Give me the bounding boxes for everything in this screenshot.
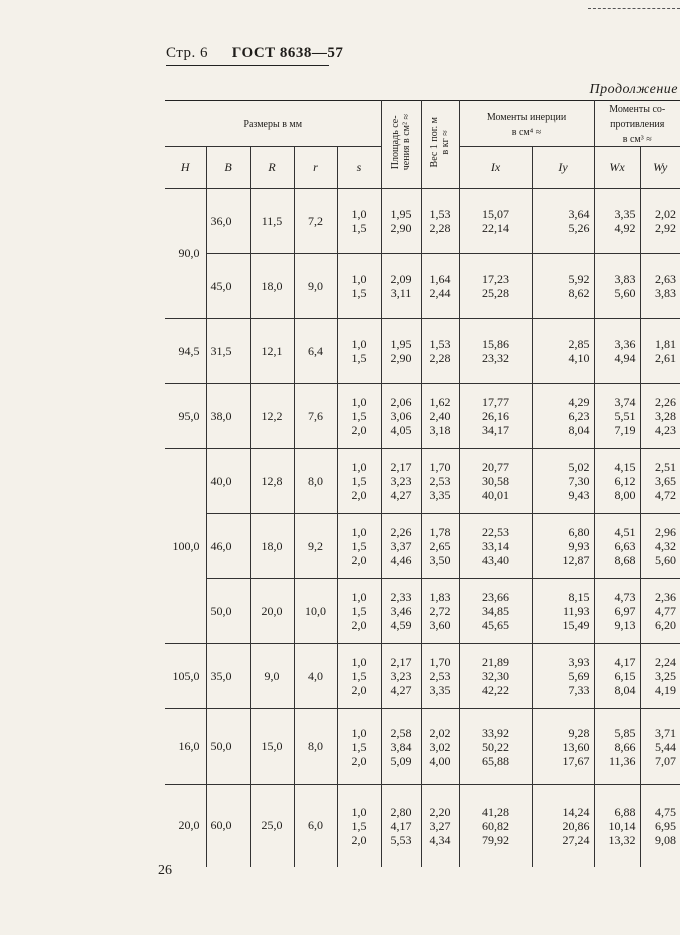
cell-weight: 1,70 2,53 3,35 [421,449,459,514]
cell-h: 94,5 [165,319,206,384]
cell-iy: 2,85 4,10 [532,319,594,384]
cell-weight: 1,53 2,28 [421,189,459,254]
cell-ix: 15,86 23,32 [459,319,532,384]
cell-area: 2,06 3,06 4,05 [381,384,421,449]
cell-r-small: 9,0 [294,254,337,319]
cell-area: 1,95 2,90 [381,189,421,254]
cell-iy: 3,64 5,26 [532,189,594,254]
cell-b: 60,0 [206,785,250,867]
table-row [165,384,680,449]
cell-weight: 1,53 2,28 [421,319,459,384]
inertia-header: Моменты инерции в см⁴ ≈ [459,101,594,147]
cell-r-small: 7,6 [294,384,337,449]
cell-r-small: 8,0 [294,449,337,514]
cell-s: 1,0 1,5 2,0 [337,384,381,449]
cell-iy: 14,24 20,86 27,24 [532,785,594,867]
cell-h: 95,0 [165,384,206,449]
cell-wy: 2,24 3,25 4,19 [640,644,680,709]
cell-r-big: 12,2 [250,384,294,449]
cell-wx: 4,17 6,15 8,04 [594,644,640,709]
cell-wy: 2,63 3,83 [640,254,680,319]
col-wx: Wx [594,147,640,189]
cell-r-small: 6,0 [294,785,337,867]
cell-b: 35,0 [206,644,250,709]
cell-iy: 9,28 13,60 17,67 [532,709,594,785]
col-ix: Ix [459,147,532,189]
cell-s: 1,0 1,5 [337,254,381,319]
cell-b: 50,0 [206,709,250,785]
col-r-small: r [294,147,337,189]
cell-h: 100,0 [165,449,206,644]
cell-s: 1,0 1,5 2,0 [337,579,381,644]
weight-header: Вес 1 пог. м в кг ≈ [421,101,459,189]
header-rule [166,65,329,66]
dimensions-header: Размеры в мм [165,101,381,147]
cell-ix: 15,07 22,14 [459,189,532,254]
cell-area: 2,58 3,84 5,09 [381,709,421,785]
area-header: Площадь се- чения в см² ≈ [381,101,421,189]
resistance-header: Моменты со- противления в см³ ≈ [594,101,680,147]
cell-wx: 3,36 4,94 [594,319,640,384]
col-r-big: R [250,147,294,189]
cell-b: 40,0 [206,449,250,514]
cell-b: 46,0 [206,514,250,579]
cell-area: 2,33 3,46 4,59 [381,579,421,644]
cell-area: 2,09 3,11 [381,254,421,319]
cell-r-big: 15,0 [250,709,294,785]
cell-b: 50,0 [206,579,250,644]
cell-r-small: 9,2 [294,514,337,579]
cell-b: 31,5 [206,319,250,384]
cell-weight: 2,20 3,27 4,34 [421,785,459,867]
cell-weight: 1,83 2,72 3,60 [421,579,459,644]
cell-weight: 1,78 2,65 3,50 [421,514,459,579]
table-row [165,644,680,709]
cell-area: 2,17 3,23 4,27 [381,449,421,514]
cell-wx: 5,85 8,66 11,36 [594,709,640,785]
cell-b: 45,0 [206,254,250,319]
cell-iy: 3,93 5,69 7,33 [532,644,594,709]
cell-h: 90,0 [165,189,206,319]
cell-b: 36,0 [206,189,250,254]
table-row [165,785,680,867]
page-header [166,45,343,62]
table-row [165,319,680,384]
cell-r-big: 9,0 [250,644,294,709]
cell-weight: 1,64 2,44 [421,254,459,319]
cell-area: 2,26 3,37 4,46 [381,514,421,579]
cell-wx: 4,73 6,97 9,13 [594,579,640,644]
cell-r-big: 18,0 [250,254,294,319]
top-edge-dashes [588,8,680,9]
cell-r-big: 20,0 [250,579,294,644]
table-row [165,579,680,644]
cell-r-small: 7,2 [294,189,337,254]
page-number: 26 [158,863,172,878]
profile-table [165,100,680,867]
cell-area: 2,17 3,23 4,27 [381,644,421,709]
cell-r-small: 4,0 [294,644,337,709]
col-s: s [337,147,381,189]
cell-r-small: 10,0 [294,579,337,644]
cell-wy: 2,26 3,28 4,23 [640,384,680,449]
cell-wy: 3,71 5,44 7,07 [640,709,680,785]
col-iy: Iy [532,147,594,189]
cell-s: 1,0 1,5 2,0 [337,449,381,514]
table-row [165,189,680,254]
cell-area: 1,95 2,90 [381,319,421,384]
table-row [165,709,680,785]
cell-r-big: 12,8 [250,449,294,514]
cell-iy: 6,80 9,93 12,87 [532,514,594,579]
cell-b: 38,0 [206,384,250,449]
cell-r-big: 25,0 [250,785,294,867]
cell-iy: 5,02 7,30 9,43 [532,449,594,514]
cell-ix: 20,77 30,58 40,01 [459,449,532,514]
cell-r-big: 11,5 [250,189,294,254]
col-h: H [165,147,206,189]
cell-wy: 2,51 3,65 4,72 [640,449,680,514]
cell-wx: 6,88 10,14 13,32 [594,785,640,867]
table-row [165,449,680,514]
cell-ix: 17,77 26,16 34,17 [459,384,532,449]
page-label: Стр. 6 [166,45,209,61]
cell-ix: 17,23 25,28 [459,254,532,319]
cell-h: 16,0 [165,709,206,785]
cell-ix: 41,28 60,82 79,92 [459,785,532,867]
cell-weight: 2,02 3,02 4,00 [421,709,459,785]
cell-wy: 4,75 6,95 9,08 [640,785,680,867]
cell-ix: 22,53 33,14 43,40 [459,514,532,579]
col-wy: Wy [640,147,680,189]
cell-s: 1,0 1,5 2,0 [337,514,381,579]
cell-s: 1,0 1,5 2,0 [337,644,381,709]
table-row [165,514,680,579]
cell-r-small: 6,4 [294,319,337,384]
cell-ix: 23,66 34,85 45,65 [459,579,532,644]
cell-wy: 2,36 4,77 6,20 [640,579,680,644]
cell-iy: 5,92 8,62 [532,254,594,319]
cell-ix: 33,92 50,22 65,88 [459,709,532,785]
cell-wx: 4,51 6,63 8,68 [594,514,640,579]
cell-iy: 8,15 11,93 15,49 [532,579,594,644]
cell-s: 1,0 1,5 [337,189,381,254]
cell-wx: 3,35 4,92 [594,189,640,254]
table-row [165,254,680,319]
cell-iy: 4,29 6,23 8,04 [532,384,594,449]
cell-wx: 3,74 5,51 7,19 [594,384,640,449]
cell-s: 1,0 1,5 2,0 [337,785,381,867]
cell-wx: 3,83 5,60 [594,254,640,319]
col-b: B [206,147,250,189]
cell-weight: 1,70 2,53 3,35 [421,644,459,709]
cell-area: 2,80 4,17 5,53 [381,785,421,867]
cell-h: 20,0 [165,785,206,867]
cell-weight: 1,62 2,40 3,18 [421,384,459,449]
continuation-label: Продолжение [589,82,678,97]
cell-r-big: 18,0 [250,514,294,579]
cell-wy: 2,02 2,92 [640,189,680,254]
cell-s: 1,0 1,5 [337,319,381,384]
standard-number: ГОСТ 8638—57 [231,45,344,61]
cell-ix: 21,89 32,30 42,22 [459,644,532,709]
cell-wx: 4,15 6,12 8,00 [594,449,640,514]
cell-r-small: 8,0 [294,709,337,785]
cell-wy: 2,96 4,32 5,60 [640,514,680,579]
cell-r-big: 12,1 [250,319,294,384]
cell-wy: 1,81 2,61 [640,319,680,384]
cell-h: 105,0 [165,644,206,709]
cell-s: 1,0 1,5 2,0 [337,709,381,785]
